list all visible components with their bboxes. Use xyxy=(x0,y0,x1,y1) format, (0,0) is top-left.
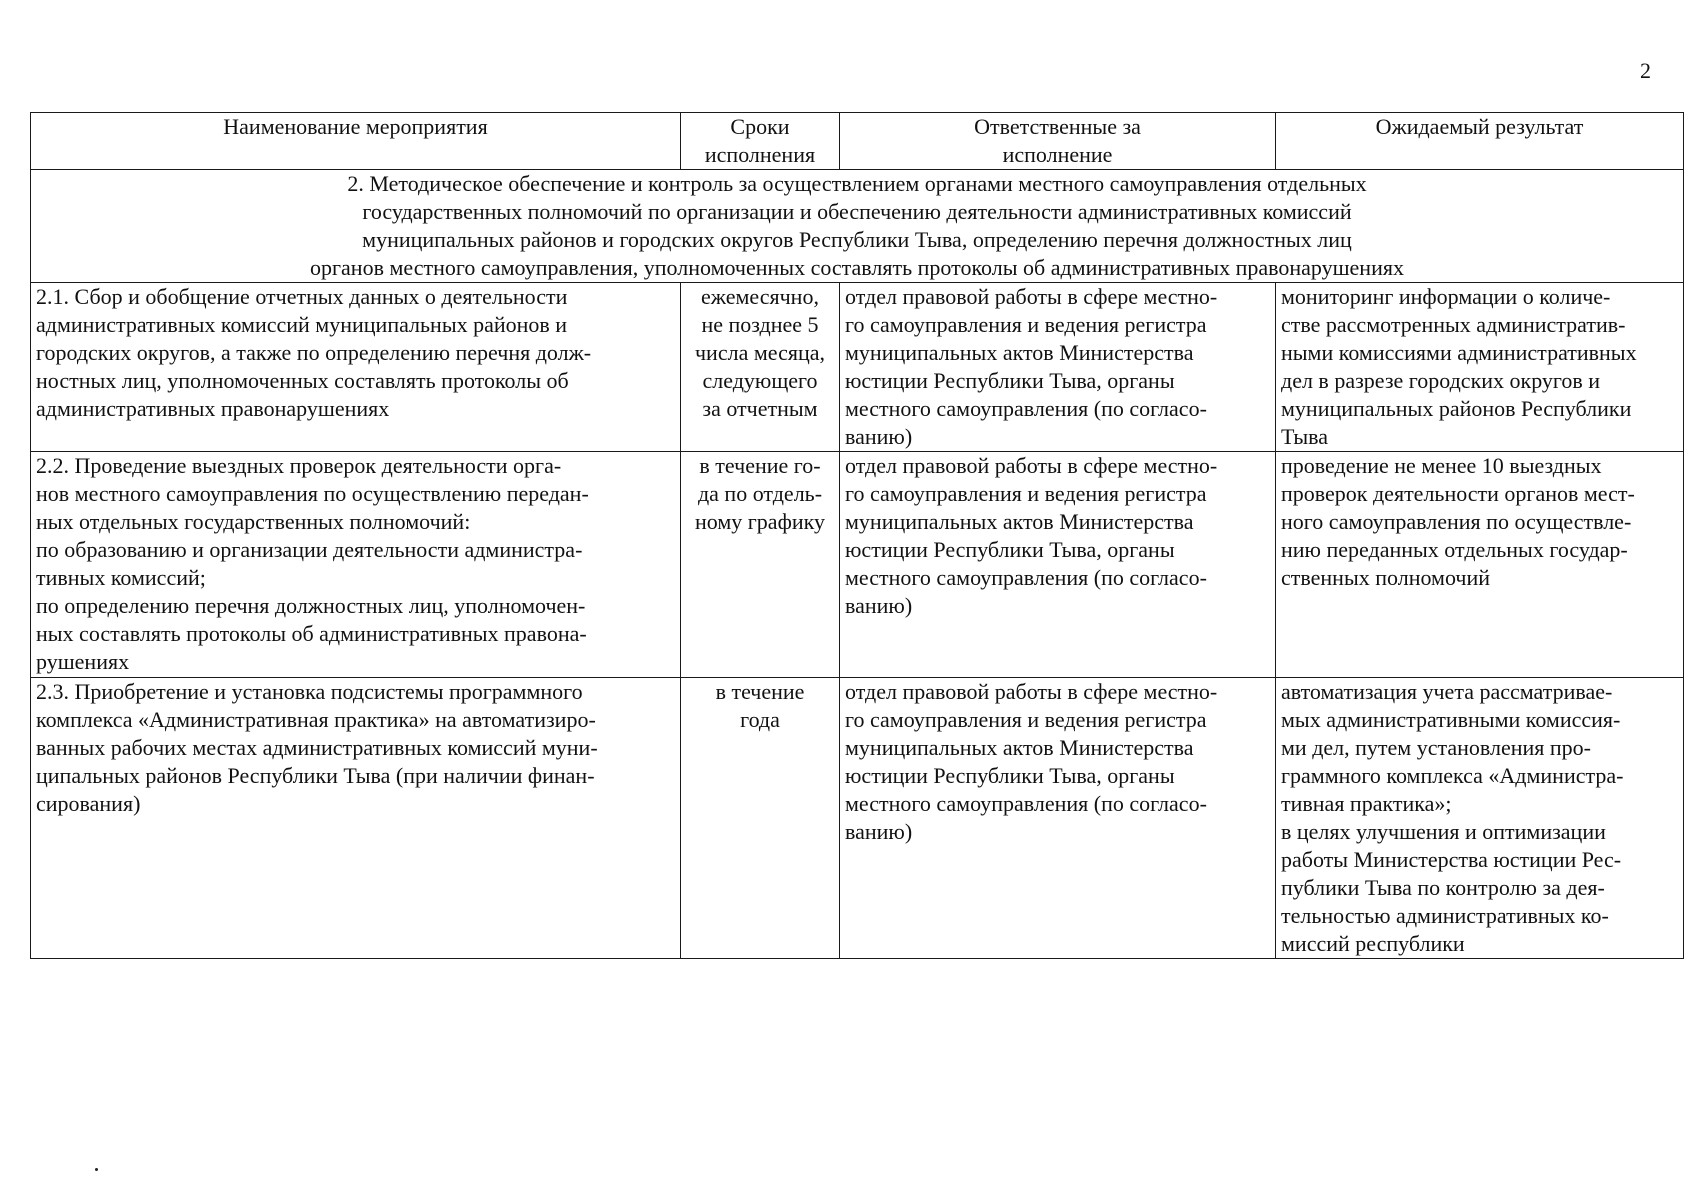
row-responsible: отдел правовой работы в сфере местно- го самоуправления и ведения регистра муниципальных актов Министерства юстиции Республики Тыва, органы местного самоуправления (по согласо- ванию) xyxy=(840,283,1276,452)
section-title: 2. Методическое обеспечение и контроль за осуществлением органами местного самоуправления отдельных государственных полномочий по организации и обеспечению деятельности административных комиссий муниципальных районов и городских округов Республики Тыва, определению перечня должностных лиц органов местного самоуправления, уполномоченных составлять протоколы об административных правонарушениях xyxy=(31,170,1684,283)
table-row xyxy=(31,678,1684,959)
row-deadline: ежемесячно, не позднее 5 числа месяца, следующего за отчетным xyxy=(681,283,840,452)
row-result: автоматизация учета рассматривае- мых административными комиссия- ми дел, путем установления про- граммного комплекса «Администра- тивная практика»; в целях улучшения и оптимизации работы Министерства юстиции Рес- публики Тыва по контролю за дея- тельностью административных ко- миссий республики xyxy=(1276,678,1684,959)
row-name: 2.1. Сбор и обобщение отчетных данных о деятельности административных комиссий муниципальных районов и городских округов, а также по определению перечня долж- ностных лиц, уполномоченных составлять протоколы об административных правонарушениях xyxy=(31,283,681,452)
table-row xyxy=(31,283,1684,452)
header-responsible: Ответственные за исполнение xyxy=(840,113,1276,170)
row-deadline: в течение года xyxy=(681,678,840,959)
header-name: Наименование мероприятия xyxy=(31,113,681,170)
table-row xyxy=(31,452,1684,678)
row-result: проведение не менее 10 выездных проверок деятельности органов мест- ного самоуправления по осуществле- нию переданных отдельных государ- ственных полномочий xyxy=(1276,452,1684,678)
table-header-row xyxy=(31,113,1684,170)
page-number: 2 xyxy=(1640,58,1651,83)
action-plan-table xyxy=(30,112,1684,959)
header-result: Ожидаемый результат xyxy=(1276,113,1684,170)
row-responsible: отдел правовой работы в сфере местно- го самоуправления и ведения регистра муниципальных актов Министерства юстиции Республики Тыва, органы местного самоуправления (по согласо- ванию) xyxy=(840,452,1276,678)
header-deadline: Сроки исполнения xyxy=(681,113,840,170)
section-row xyxy=(31,170,1684,283)
scan-speck xyxy=(95,1168,98,1171)
row-result: мониторинг информации о количе- стве рассмотренных административ- ными комиссиями административных дел в разрезе городских округов и муниципальных районов Республики Тыва xyxy=(1276,283,1684,452)
row-responsible: отдел правовой работы в сфере местно- го самоуправления и ведения регистра муниципальных актов Министерства юстиции Республики Тыва, органы местного самоуправления (по согласо- ванию) xyxy=(840,678,1276,959)
row-deadline: в течение го- да по отдель- ному графику xyxy=(681,452,840,678)
row-name: 2.2. Проведение выездных проверок деятельности орга- нов местного самоуправления по осуществлению передан- ных отдельных государственных полномочий: по образованию и организации деятельности администра- тивных комиссий; по определению перечня должностных лиц, уполномочен- ных составлять протоколы об административных правона- рушениях xyxy=(31,452,681,678)
row-name: 2.3. Приобретение и установка подсистемы программного комплекса «Административная практика» на автоматизиро- ванных рабочих местах административных комиссий муни- ципальных районов Республики Тыва (при наличии финан- сирования) xyxy=(31,678,681,959)
